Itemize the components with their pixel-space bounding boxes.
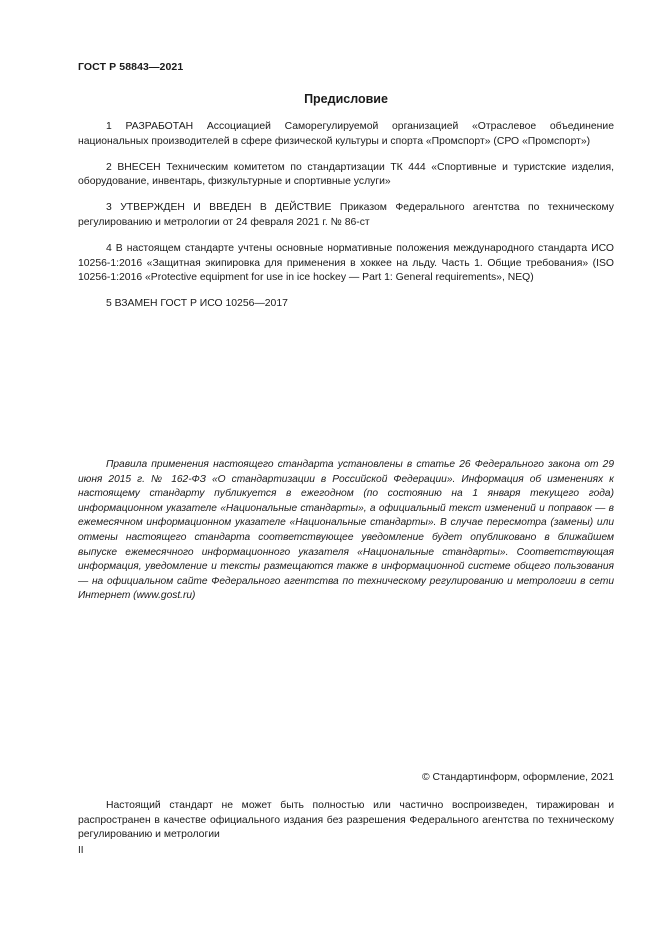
preface-item-approved: 3 УТВЕРЖДЕН И ВВЕДЕН В ДЕЙСТВИЕ Приказом Федерального агентства по техническому регулированию и метрологии от 24 февраля 2021 г. № 86-ст bbox=[78, 202, 614, 228]
standard-number-header: ГОСТ Р 58843—2021 bbox=[78, 61, 184, 73]
preface-item-international-standard: 4 В настоящем стандарте учтены основные нормативные положения международного стандарта ИСО 10256-1:2016 «Защитная экипировка для применения в хоккее на льду. Часть 1. Общие требования» (ISO 10256-1:2016 «Protective equipment for use in ice hockey — Part 1: General requirements», NEQ) bbox=[78, 242, 614, 284]
copyright-line: © Стандартинформ, оформление, 2021 bbox=[421, 772, 614, 783]
preface-item-developed: 1 РАЗРАБОТАН Ассоциацией Саморегулируемой организацией «Отраслевое объединение национальных производителей в сфере физической культуры и спорта «Промспорт» (СРО «Промспорт») bbox=[78, 121, 614, 147]
preface-title: Предисловие bbox=[304, 92, 388, 106]
application-rules-notice bbox=[78, 458, 614, 604]
reprint-notice-text: Настоящий стандарт не может быть полностью или частично воспроизведен, тиражирован и распространен в качестве официального издания без разрешения Федерального агентства по техническому регулированию и метрологии bbox=[78, 800, 614, 841]
preface-item-replaces: 5 ВЗАМЕН ГОСТ Р ИСО 10256—2017 bbox=[106, 298, 288, 310]
reprint-notice bbox=[78, 799, 614, 843]
preface-items bbox=[78, 120, 614, 323]
page-number: II bbox=[78, 845, 84, 856]
preface-item-introduced: 2 ВНЕСЕН Техническим комитетом по стандартизации ТК 444 «Спортивные и туристские изделия, оборудование, инвентарь, физкультурные и спортивные услуги» bbox=[78, 161, 614, 188]
application-rules-text: Правила применения настоящего стандарта установлены в статье 26 Федерального закона от 29 июня 2015 г. № 162-ФЗ «О стандартизации в Российской Федерации». Информация об изменениях к настоящему стандарту публикуется в ежегодном (по состоянию на 1 января текущего года) информационном указателе «Национальные стандарты», а официальный текст изменений и поправок — в ежемесячном информационном указателе «Национальные стандарты». В случае пересмотра (замены) или отмены настоящего стандарта соответствующее уведомление будет опубликовано в ближайшем выпуске ежемесячного информационного указателя «Национальные стандарты». Соответствующая информация, уведомление и тексты размещаются также в информационной системе общего пользования — на официальном сайте Федерального агентства по техническому регулированию и метрологии в сети Интернет (www.gost.ru) bbox=[78, 459, 614, 602]
